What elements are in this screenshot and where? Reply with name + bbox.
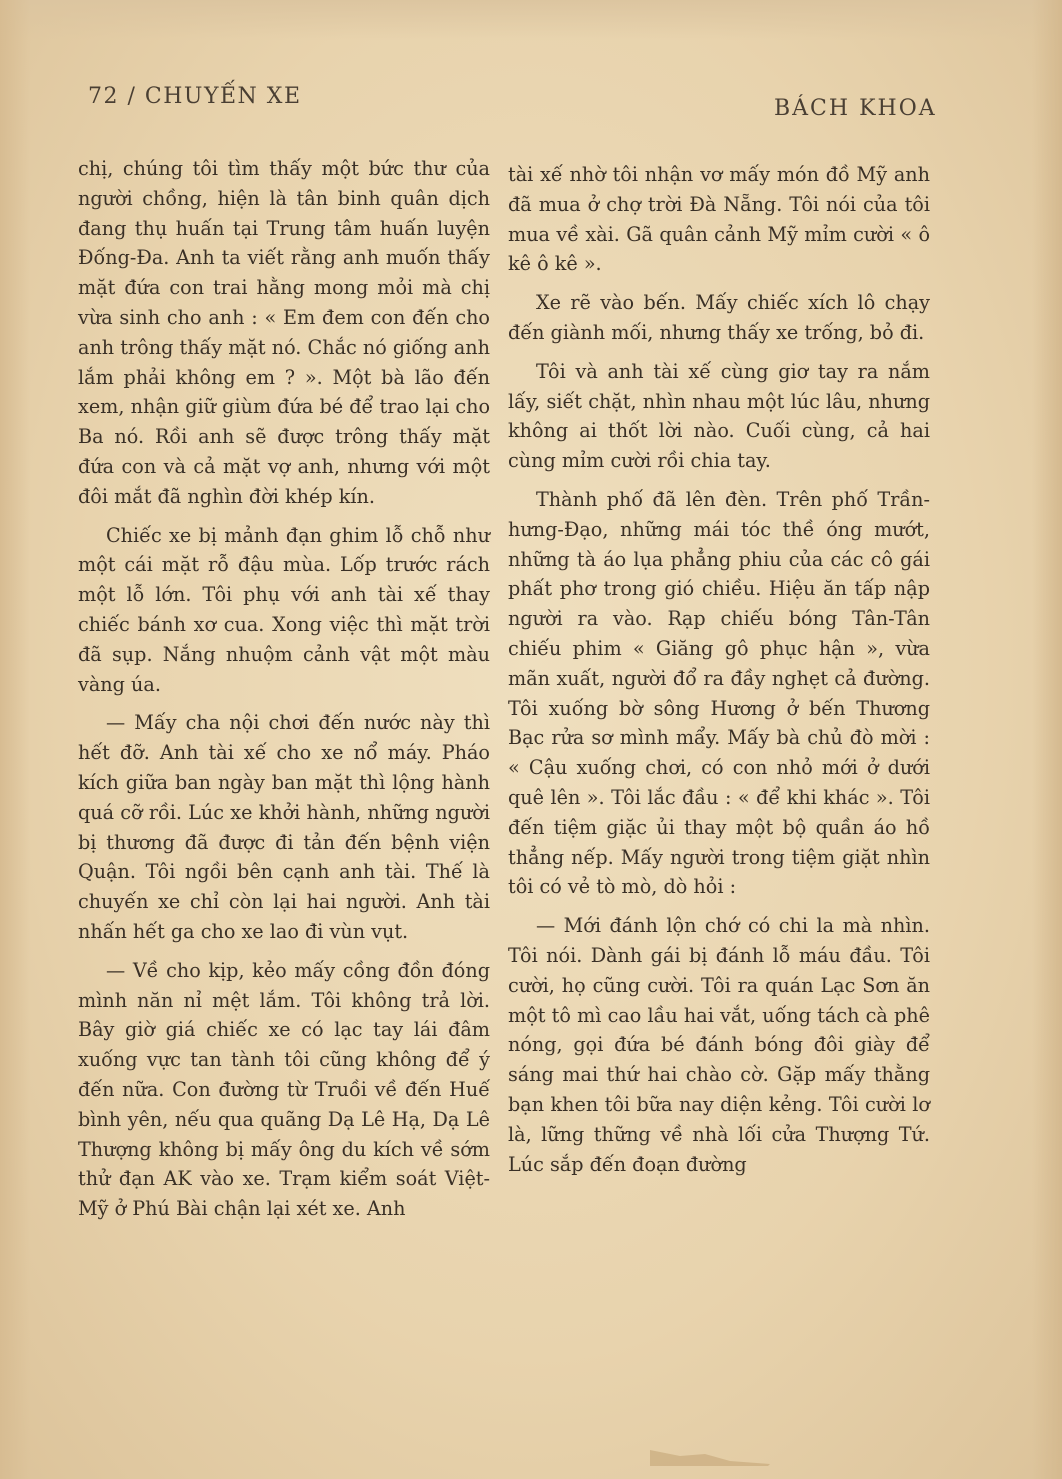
paper-tear-mark	[650, 1446, 770, 1466]
paragraph: Chiếc xe bị mảnh đạn ghim lỗ chỗ như một cái mặt rỗ đậu mùa. Lốp trước rách một lỗ lớn. Tôi phụ với anh tài xế thay chiếc bánh xơ cua. Xong việc thì mặt trời đã sụp. Nắng nhuộm cảnh vật một màu vàng úa.	[78, 523, 490, 696]
right-column	[508, 160, 930, 1179]
paragraph: — Mới đánh lộn chớ có chi la mà nhìn. Tôi nói. Dành gái bị đánh lỗ máu đầu. Tôi cười, họ cũng cười. Tôi ra quán Lạc Sơn ăn một tô mì cao lầu hai vắt, uống tách cà phê nóng, gọi đứa bé đánh bóng đôi giày để sáng mai thứ hai chào cờ. Gặp mấy thằng bạn khen tôi bữa nay diện kẻng. Tôi cười lơ là, lững thững về nhà lối cửa Thượng Tứ. Lúc sắp đến đoạn đường	[508, 914, 930, 1176]
paragraph: Thành phố đã lên đèn. Trên phố Trần-hưng-Đạo, những mái tóc thề óng mướt, những tà áo lụa phẳng phiu của các cô gái phất phơ trong gió chiều. Hiệu ăn tấp nập người ra vào. Rạp chiếu bóng Tân-Tân chiếu phim « Giăng gô phục hận », vừa mãn xuất, người đổ ra đầy nghẹt cả đường. Tôi xuống bờ sông Hương ở bến Thương Bạc rửa sơ mình mẩy. Mấy bà chủ đò mời : « Cậu xuống chơi, có con nhỏ mới ở dưới quê lên ». Tôi lắc đầu : « để khi khác ». Tôi đến tiệm giặc ủi thay một bộ quần áo hồ thẳng nếp. Mấy người trong tiệm giặt nhìn tôi có vẻ tò mò, dò hỏi :	[508, 487, 930, 899]
paragraph: Tôi và anh tài xế cùng giơ tay ra nắm lấy, siết chặt, nhìn nhau một lúc lâu, nhưng không ai thốt lời nào. Cuối cùng, cả hai cùng mỉm cười rồi chia tay.	[508, 359, 930, 473]
paragraph: chị, chúng tôi tìm thấy một bức thư của người chồng, hiện là tân binh quân dịch đang thụ huấn tại Trung tâm huấn luyện Đống-Đa. Anh ta viết rằng anh muốn thấy mặt đứa con trai hằng mong mỏi mà chị vừa sinh cho anh : « Em đem con đến cho anh trông thấy mặt nó. Chắc nó giống anh lắm phải không em ? ». Một bà lão đến xem, nhận giữ giùm đứa bé để trao lại cho Ba nó. Rồi anh sẽ được trông thấy mặt đứa con và cả mặt vợ anh, nhưng với một đôi mắt đã nghìn đời khép kín.	[78, 157, 490, 508]
running-header-left: 72 / CHUYẾN XE	[88, 84, 302, 109]
paper-edge-left	[0, 0, 30, 1479]
paragraph: — Về cho kịp, kẻo mấy cồng đồn đóng mình năn nỉ mệt lắm. Tôi không trả lời. Bây giờ giá chiếc xe có lạc tay lái đâm xuống vực tan tành tôi cũng không để ý đến nữa. Con đường từ Truồi về đến Huế bình yên, nếu qua quãng Dạ Lê Hạ, Dạ Lê Thượng không bị mấy ông du kích về sớm thử đạn AK vào xe. Trạm kiểm soát Việt-Mỹ ở Phú Bài chận lại xét xe. Anh	[78, 958, 490, 1221]
paragraph: tài xế nhờ tôi nhận vơ mấy món đồ Mỹ anh đã mua ở chợ trời Đà Nẵng. Tôi nói của tôi mua về xài. Gã quân cảnh Mỹ mỉm cười « ô kê ô kê ».	[508, 163, 930, 276]
paragraph: Xe rẽ vào bến. Mấy chiếc xích lô chạy đến giành mối, nhưng thấy xe trống, bỏ đi.	[508, 291, 930, 344]
paper-edge-top	[0, 0, 1062, 40]
left-column	[78, 154, 490, 1224]
running-header-right: BÁCH KHOA	[774, 96, 937, 121]
paper-edge-right	[1032, 0, 1062, 1479]
paragraph: — Mấy cha nội chơi đến nước này thì hết đỡ. Anh tài xế cho xe nổ máy. Pháo kích giữa ban ngày ban mặt thì lộng hành quá cỡ rồi. Lúc xe khởi hành, những người bị thương đã được đi tản đến bệnh viện Quận. Tôi ngồi bên cạnh anh tài. Thế là chuyến xe chỉ còn lại hai người. Anh tài nhấn hết ga cho xe lao đi vùn vụt.	[78, 711, 490, 943]
